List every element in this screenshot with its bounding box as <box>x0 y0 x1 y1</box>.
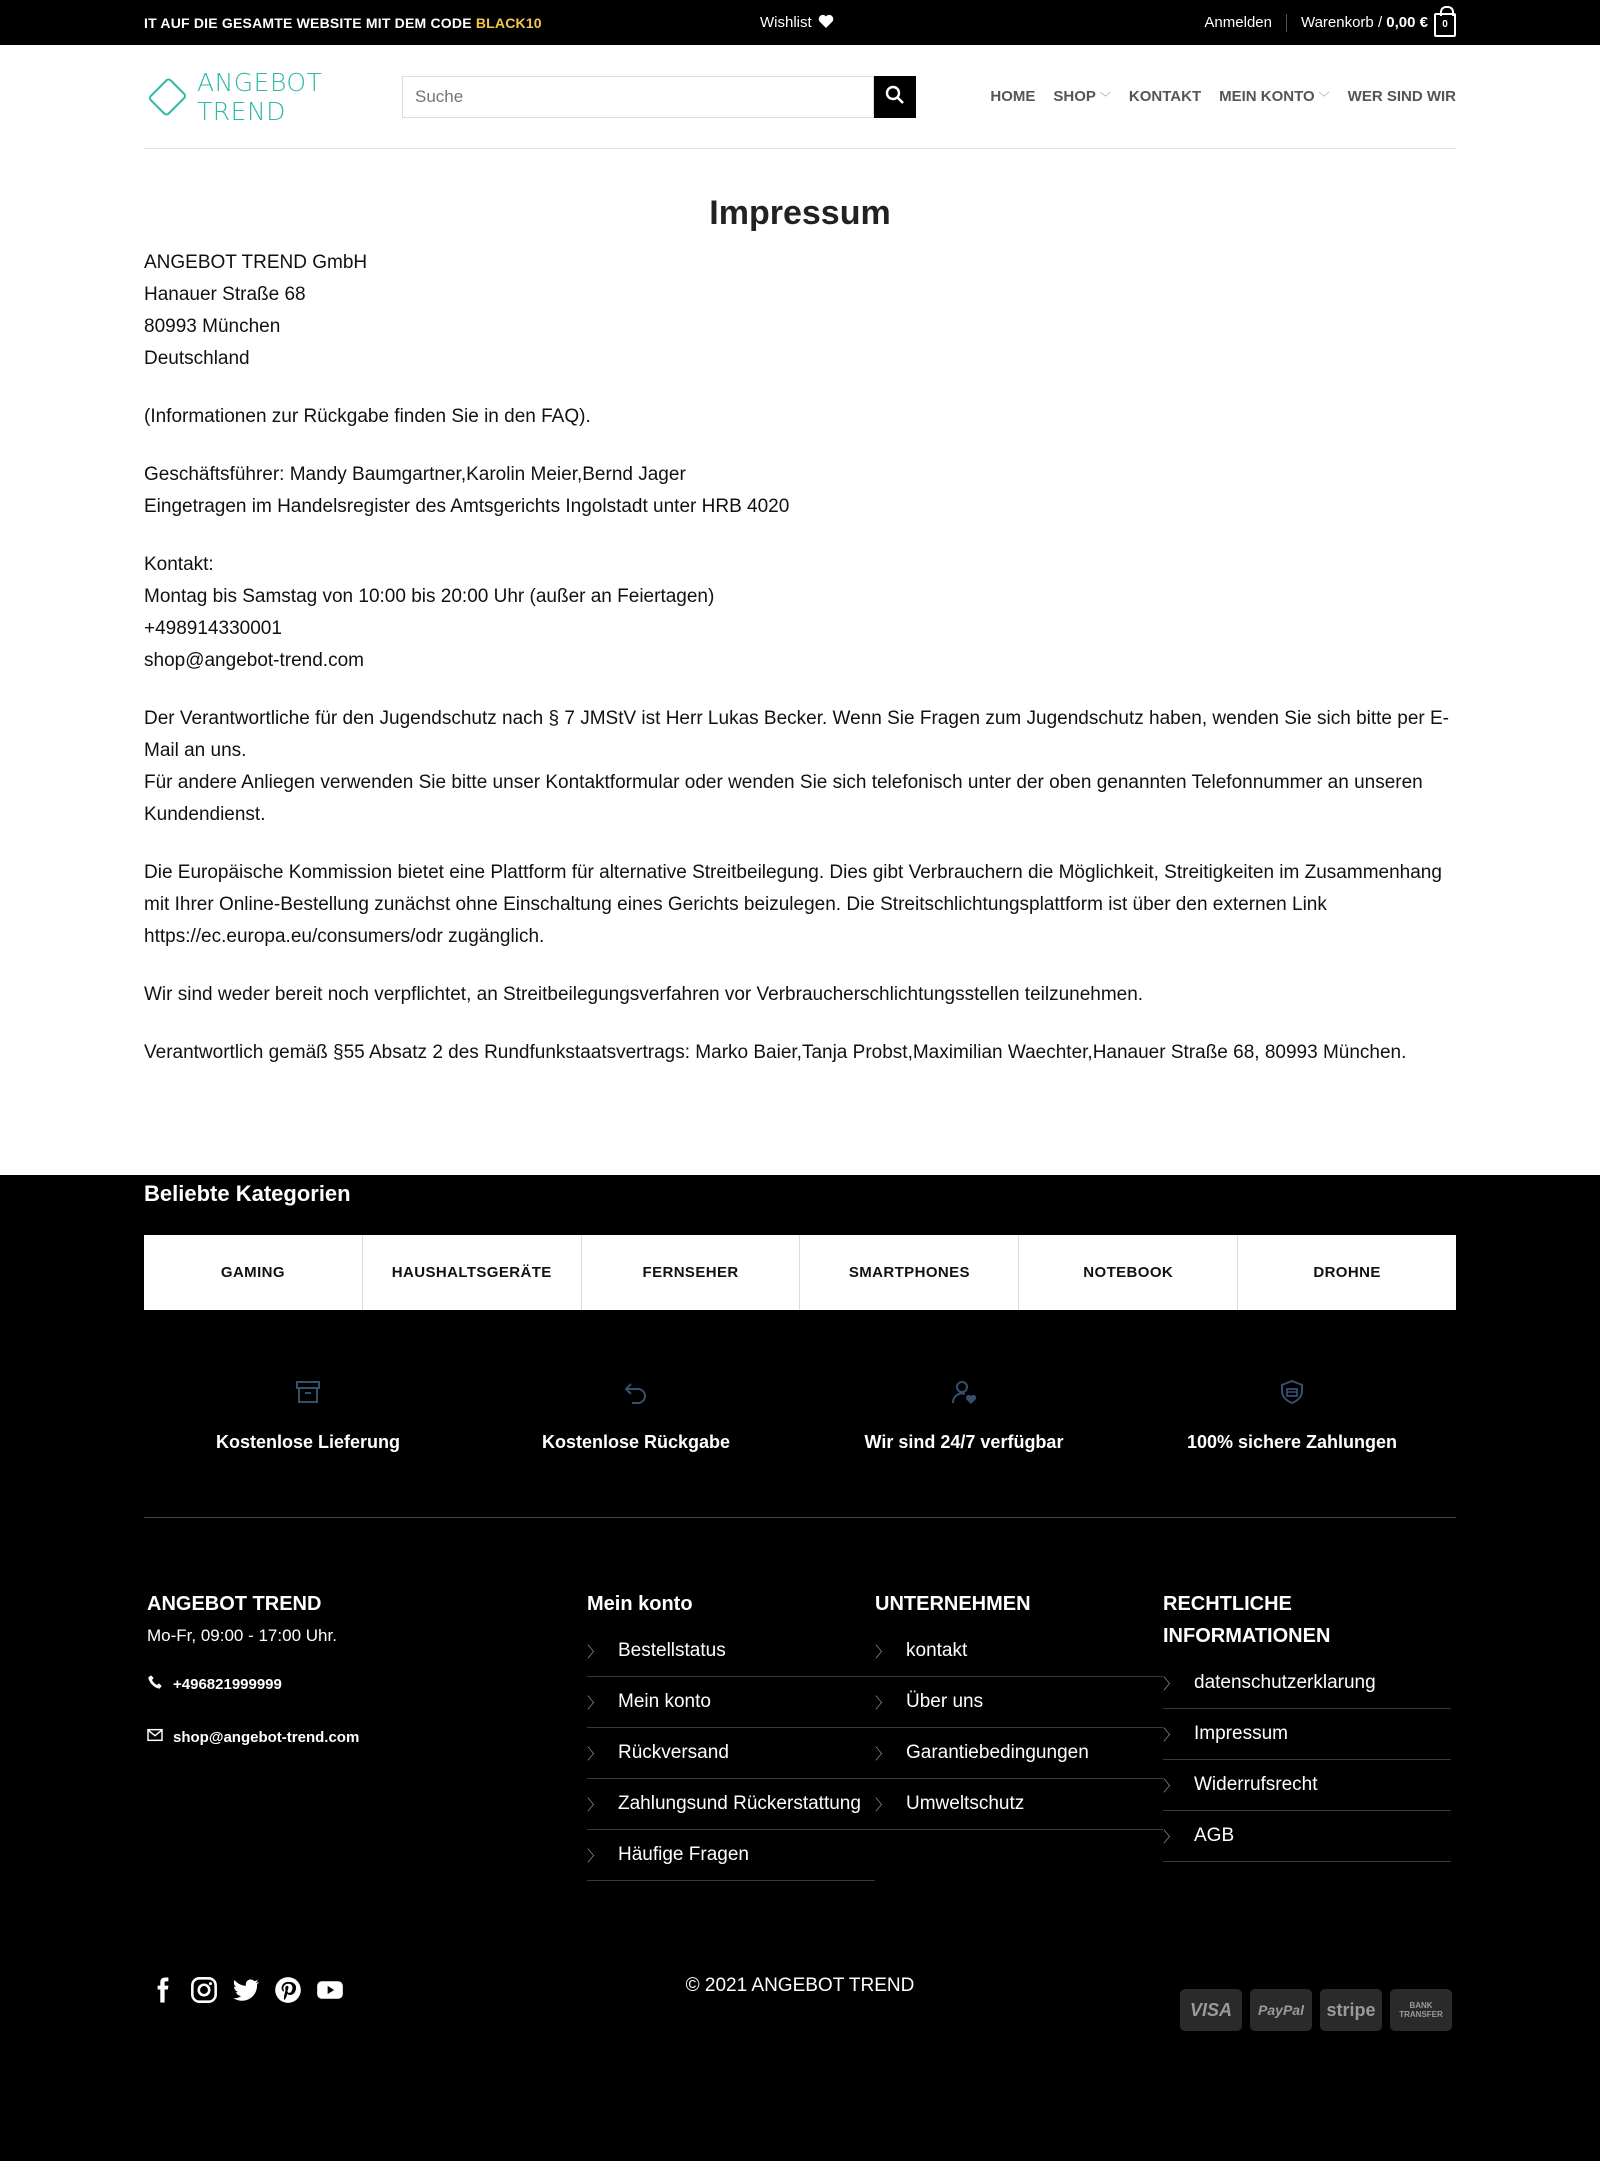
feature-label: 100% sichere Zahlungen <box>1186 1432 1398 1452</box>
footer-phone[interactable] <box>147 1674 587 1694</box>
cart-link[interactable] <box>1301 14 1428 31</box>
nav-kontakt[interactable]: KONTAKT <box>1128 88 1202 105</box>
footer-link-label: Impressum <box>1194 1723 1288 1744</box>
feature-label: Wir sind 24/7 verfügbar <box>864 1432 1064 1452</box>
search-form <box>402 76 916 118</box>
main-nav <box>990 88 1456 105</box>
address-block <box>144 247 1456 375</box>
categories-title: Beliebte Kategorien <box>144 1181 351 1206</box>
top-bar <box>0 0 1600 45</box>
feature-item <box>472 1378 800 1517</box>
promo-banner <box>144 15 604 31</box>
address-line: ANGEBOT TREND GmbH <box>144 252 368 273</box>
feature-item <box>800 1378 1128 1517</box>
footer-link-bestellstatus[interactable] <box>587 1626 875 1677</box>
footer-link-umweltschutz[interactable] <box>875 1779 1163 1830</box>
return-arrow-icon <box>472 1378 800 1410</box>
category-grid <box>144 1235 1456 1310</box>
footer-email-address: shop@angebot-trend.com <box>173 1728 360 1746</box>
chevron-right-icon: 〉 <box>587 1847 603 1865</box>
footer-columns <box>144 1518 1456 1881</box>
footer-link-kontakt[interactable] <box>875 1626 1163 1677</box>
search-button[interactable] <box>874 76 916 118</box>
chevron-right-icon: 〉 <box>587 1694 603 1712</box>
paypal-icon: PayPal <box>1250 1989 1312 2031</box>
copyright: © 2021 ANGEBOT TREND <box>685 1975 915 1996</box>
footer-email[interactable] <box>147 1728 587 1746</box>
address-line: Hanauer Straße 68 <box>144 284 306 305</box>
nav-mein-konto-label: MEIN KONTO <box>1219 88 1315 105</box>
visa-icon: VISA <box>1180 1989 1242 2031</box>
wishlist-link[interactable] <box>760 14 834 32</box>
promo-text: IT AUF DIE GESAMTE WEBSITE MIT DEM CODE <box>144 14 472 31</box>
footer-hours: Mo-Fr, 09:00 - 17:00 Uhr. <box>147 1626 337 1645</box>
footer-link-ueber-uns[interactable] <box>875 1677 1163 1728</box>
contact-hours: Montag bis Samstag von 10:00 bis 20:00 Uhr (außer an Feiertagen) <box>144 586 715 607</box>
address-line: Deutschland <box>144 348 250 369</box>
nav-shop[interactable] <box>1053 88 1111 105</box>
nav-mein-konto[interactable] <box>1219 88 1330 105</box>
site-footer <box>0 1175 1600 2161</box>
chevron-right-icon: 〉 <box>875 1796 891 1814</box>
youth-protection-block <box>144 703 1456 831</box>
footer-link-faq[interactable] <box>587 1830 875 1881</box>
bank-transfer-icon: BANK TRANSFER <box>1390 1989 1452 2031</box>
management-line: Geschäftsführer: Mandy Baumgartner,Karolin Meier,Bernd Jager <box>144 464 686 485</box>
footer-company-links-column <box>875 1588 1163 1881</box>
logo-diamond-icon <box>147 76 187 116</box>
footer-link-mein-konto[interactable] <box>587 1677 875 1728</box>
chevron-right-icon: 〉 <box>875 1643 891 1661</box>
footer-link-rueckversand[interactable] <box>587 1728 875 1779</box>
archive-box-icon <box>144 1378 472 1410</box>
footer-phone-number: +496821999999 <box>173 1675 282 1693</box>
envelope-icon <box>147 1728 163 1746</box>
divider <box>1286 14 1287 32</box>
category-drohne[interactable]: DROHNE <box>1313 1264 1381 1281</box>
nav-wer-sind-wir[interactable]: WER SIND WIR <box>1347 88 1456 105</box>
chevron-right-icon: 〉 <box>587 1796 603 1814</box>
page-title: Impressum <box>709 194 891 232</box>
wishlist-label: Wishlist <box>760 14 812 31</box>
management-block <box>144 459 1456 523</box>
footer-link-agb[interactable] <box>1163 1811 1451 1862</box>
footer-link-label: Garantiebedingungen <box>906 1742 1089 1763</box>
footer-link-garantie[interactable] <box>875 1728 1163 1779</box>
footer-account-title: Mein konto <box>587 1593 693 1615</box>
returns-note: (Informationen zur Rückgabe finden Sie in den FAQ). <box>144 406 591 427</box>
footer-link-label: Mein konto <box>618 1691 711 1712</box>
site-header <box>0 45 1600 149</box>
cart-total: 0,00 € <box>1386 14 1428 31</box>
feature-label: Kostenlose Rückgabe <box>541 1432 731 1452</box>
footer-link-impressum[interactable] <box>1163 1709 1451 1760</box>
contact-phone: +498914330001 <box>144 618 282 639</box>
category-smartphones[interactable]: SMARTPHONES <box>800 1235 1019 1310</box>
chevron-right-icon: 〉 <box>1163 1777 1179 1795</box>
footer-company-title: ANGEBOT TREND <box>147 1593 322 1615</box>
chevron-right-icon: 〉 <box>1163 1726 1179 1744</box>
shopping-bag-icon[interactable]: 0 <box>1434 13 1456 37</box>
responsible-paragraph: Verantwortlich gemäß §55 Absatz 2 des Rundfunkstaatsvertrags: Marko Baier,Tanja Probst,Maximilian Waechter,Hanauer Straße 68, 80993 München. <box>144 1042 1407 1063</box>
youth-paragraph: Der Verantwortliche für den Jugendschutz nach § 7 JMStV ist Herr Lukas Becker. Wenn Sie Fragen zum Jugendschutz haben, wenden Sie sich bitte per E-Mail an uns. <box>144 708 1450 761</box>
footer-company-column <box>144 1588 587 1881</box>
footer-link-label: Umweltschutz <box>906 1793 1025 1814</box>
contact-heading: Kontakt: <box>144 554 214 575</box>
category-notebook[interactable]: NOTEBOOK <box>1019 1235 1238 1310</box>
footer-account-column <box>587 1588 875 1881</box>
chevron-down-icon: ﹀ <box>1099 91 1111 104</box>
feature-label: Kostenlose Lieferung <box>215 1432 401 1452</box>
not-obliged-paragraph: Wir sind weder bereit noch verpflichtet, an Streitbeilegungsverfahren vor Verbraucherschlichtungsstellen teilzunehmen. <box>144 984 1144 1005</box>
chevron-right-icon: 〉 <box>587 1745 603 1763</box>
category-haushaltsgeraete[interactable]: HAUSHALTSGERÄTE <box>363 1235 582 1310</box>
nav-shop-label: SHOP <box>1053 88 1096 105</box>
secure-payment-icon <box>1128 1378 1456 1410</box>
footer-link-label: Über uns <box>906 1691 984 1712</box>
contact-email: shop@angebot-trend.com <box>144 650 364 671</box>
chevron-down-icon: ﹀ <box>1318 91 1330 104</box>
cart-label: Warenkorb / <box>1300 14 1383 31</box>
phone-icon <box>147 1674 163 1694</box>
login-link[interactable]: Anmelden <box>1204 14 1272 31</box>
main-content <box>0 149 1600 1175</box>
category-gaming[interactable]: GAMING <box>144 1235 363 1310</box>
site-logo[interactable] <box>144 68 394 126</box>
payment-methods <box>1180 1989 1452 2031</box>
register-line: Eingetragen im Handelsregister des Amtsgerichts Ingolstadt unter HRB 4020 <box>144 496 790 517</box>
chevron-right-icon: 〉 <box>587 1643 603 1661</box>
footer-link-zahlung[interactable] <box>587 1779 875 1830</box>
footer-link-label: AGB <box>1194 1825 1235 1846</box>
search-icon <box>885 85 905 108</box>
address-line: 80993 München <box>144 316 281 337</box>
heart-icon <box>818 14 834 32</box>
category-fernseher[interactable]: FERNSEHER <box>582 1235 801 1310</box>
logo-text: ANGEBOT TREND <box>197 67 323 126</box>
footer-legal-title: RECHTLICHE INFORMATIONEN <box>1163 1593 1331 1647</box>
dispute-paragraph: Die Europäische Kommission bietet eine Plattform für alternative Streitbeilegung. Dies gibt Verbrauchern die Möglichkeit, Streitigkeiten im Zusammenhang mit Ihrer Online-Bestellung zunächst ohne Einschaltung eines Gerichts beizulegen. Die Streitschlichtungsplattform ist über den externen Link https://ec.europa.eu/consumers/odr zugänglich. <box>144 862 1442 947</box>
stripe-icon: stripe <box>1320 1989 1382 2031</box>
footer-link-widerrufsrecht[interactable] <box>1163 1760 1451 1811</box>
feature-item <box>1128 1378 1456 1517</box>
footer-bottom <box>144 1881 1456 2121</box>
chevron-right-icon: 〉 <box>875 1745 891 1763</box>
footer-link-label: Rückversand <box>618 1742 729 1763</box>
nav-home[interactable]: HOME <box>990 88 1036 105</box>
promo-code: BLACK10 <box>475 14 542 31</box>
footer-link-datenschutz[interactable] <box>1163 1658 1451 1709</box>
footer-legal-column <box>1163 1588 1451 1881</box>
chevron-right-icon: 〉 <box>875 1694 891 1712</box>
footer-link-label: datenschutzerklarung <box>1194 1672 1376 1693</box>
chevron-right-icon: 〉 <box>1163 1675 1179 1693</box>
search-input[interactable] <box>402 76 874 118</box>
footer-link-label: kontakt <box>906 1640 968 1661</box>
footer-link-label: Bestellstatus <box>618 1640 726 1661</box>
user-heart-icon <box>800 1378 1128 1410</box>
footer-link-label: Widerrufsrecht <box>1194 1774 1318 1795</box>
feature-row <box>144 1310 1456 1518</box>
footer-link-label: Zahlungsund Rückerstattung <box>618 1793 861 1814</box>
footer-link-label: Häufige Fragen <box>618 1844 749 1865</box>
other-inquiries-paragraph: Für andere Anliegen verwenden Sie bitte unser Kontaktformular oder wenden Sie sich telefonisch unter der oben genannten Telefonnummer an unseren Kundendienst. <box>144 772 1423 825</box>
chevron-right-icon: 〉 <box>1163 1828 1179 1846</box>
feature-item <box>144 1378 472 1517</box>
footer-unternehmen-title: UNTERNEHMEN <box>875 1593 1031 1615</box>
contact-block <box>144 549 1456 677</box>
